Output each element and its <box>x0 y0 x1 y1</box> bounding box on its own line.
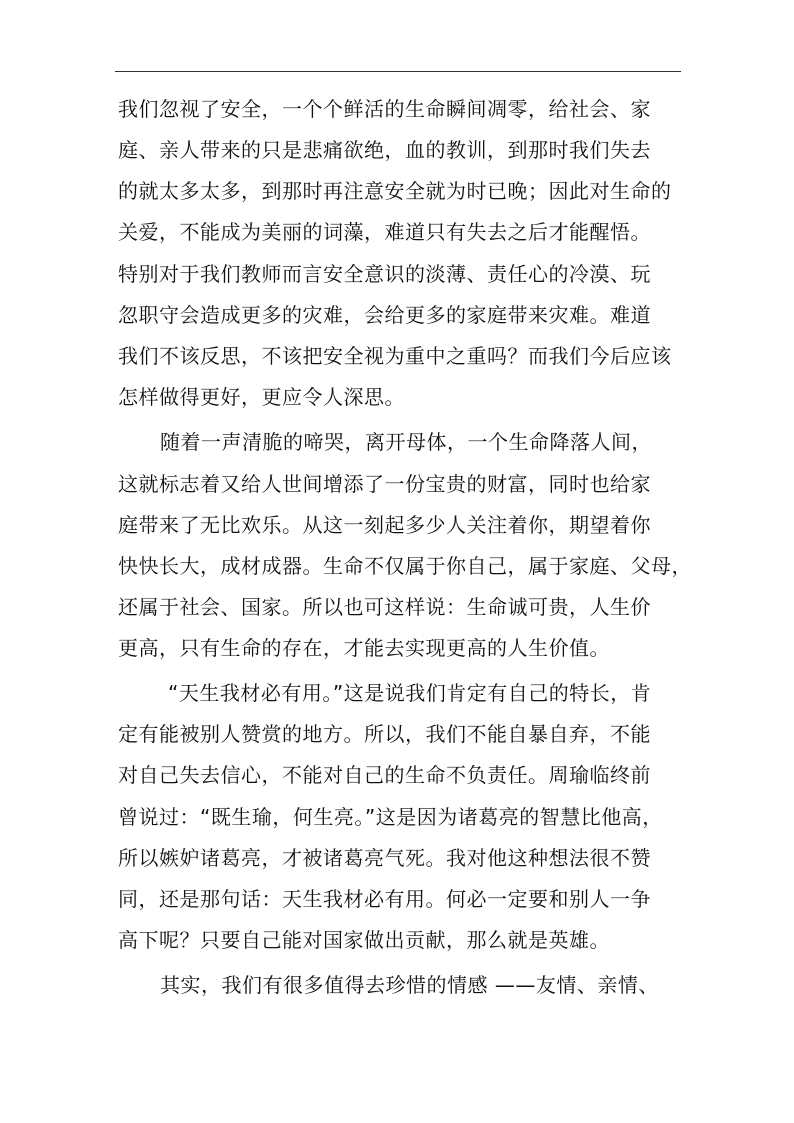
text-line: 我们忽视了安全，一个个鲜活的生命瞬间凋零，给社会、家 <box>118 97 651 121</box>
text-line: 忽职守会造成更多的灾难，会给更多的家庭带来灾难。难道 <box>118 303 651 327</box>
text-line: “天生我材必有用。”这是说我们肯定有自己的特长，肯 <box>168 681 652 705</box>
text-line: 更高，只有生命的存在，才能去实现更高的人生价值。 <box>118 636 610 660</box>
text-line: 的就太多太多，到那时再注意安全就为时已晚；因此对生命的 <box>118 179 672 203</box>
text-line: 同，还是那句话：天生我材必有用。何必一定要和别人一争 <box>118 887 651 911</box>
text-line: 庭带来了无比欢乐。从这一刻起多少人关注着你，期望着你 <box>118 513 651 537</box>
text-line: 随着一声清脆的啼哭，离开母体，一个生命降落人间， <box>160 430 652 454</box>
text-line: 还属于社会、国家。所以也可这样说：生命诚可贵，人生价 <box>118 595 651 619</box>
text-line: 高下呢？只要自己能对国家做出贡献，那么就是英雄。 <box>118 928 610 952</box>
text-line: 庭、亲人带来的只是悲痛欲绝，血的教训，到那时我们失去 <box>118 138 651 162</box>
text-line: 我们不该反思，不该把安全视为重中之重吗？而我们今后应该 <box>118 344 672 368</box>
text-line: 所以嫉妒诸葛亮，才被诸葛亮气死。我对他这种想法很不赞 <box>118 846 651 870</box>
text-line: 特别对于我们教师而言安全意识的淡薄、责任心的冷漠、玩 <box>118 262 651 286</box>
text-line: 快快长大，成材成器。生命不仅属于你自己，属于家庭、父母， <box>118 554 692 578</box>
text-line: 其实，我们有很多值得去珍惜的情感 ——友情、亲情、 <box>160 973 659 997</box>
text-line: 这就标志着又给人世间增添了一份宝贵的财富，同时也给家 <box>118 472 651 496</box>
header-rule <box>115 71 681 72</box>
text-line: 定有能被别人赞赏的地方。所以，我们不能自暴自弃，不能 <box>118 722 651 746</box>
text-line: 曾说过：“既生瑜，何生亮。”这是因为诸葛亮的智慧比他高， <box>118 805 663 829</box>
text-line: 关爱，不能成为美丽的词藻，难道只有失去之后才能醒悟。 <box>118 220 651 244</box>
text-line: 怎样做得更好，更应令人深思。 <box>118 385 405 409</box>
text-line: 对自己失去信心，不能对自己的生命不负责任。周瑜临终前 <box>118 763 651 787</box>
